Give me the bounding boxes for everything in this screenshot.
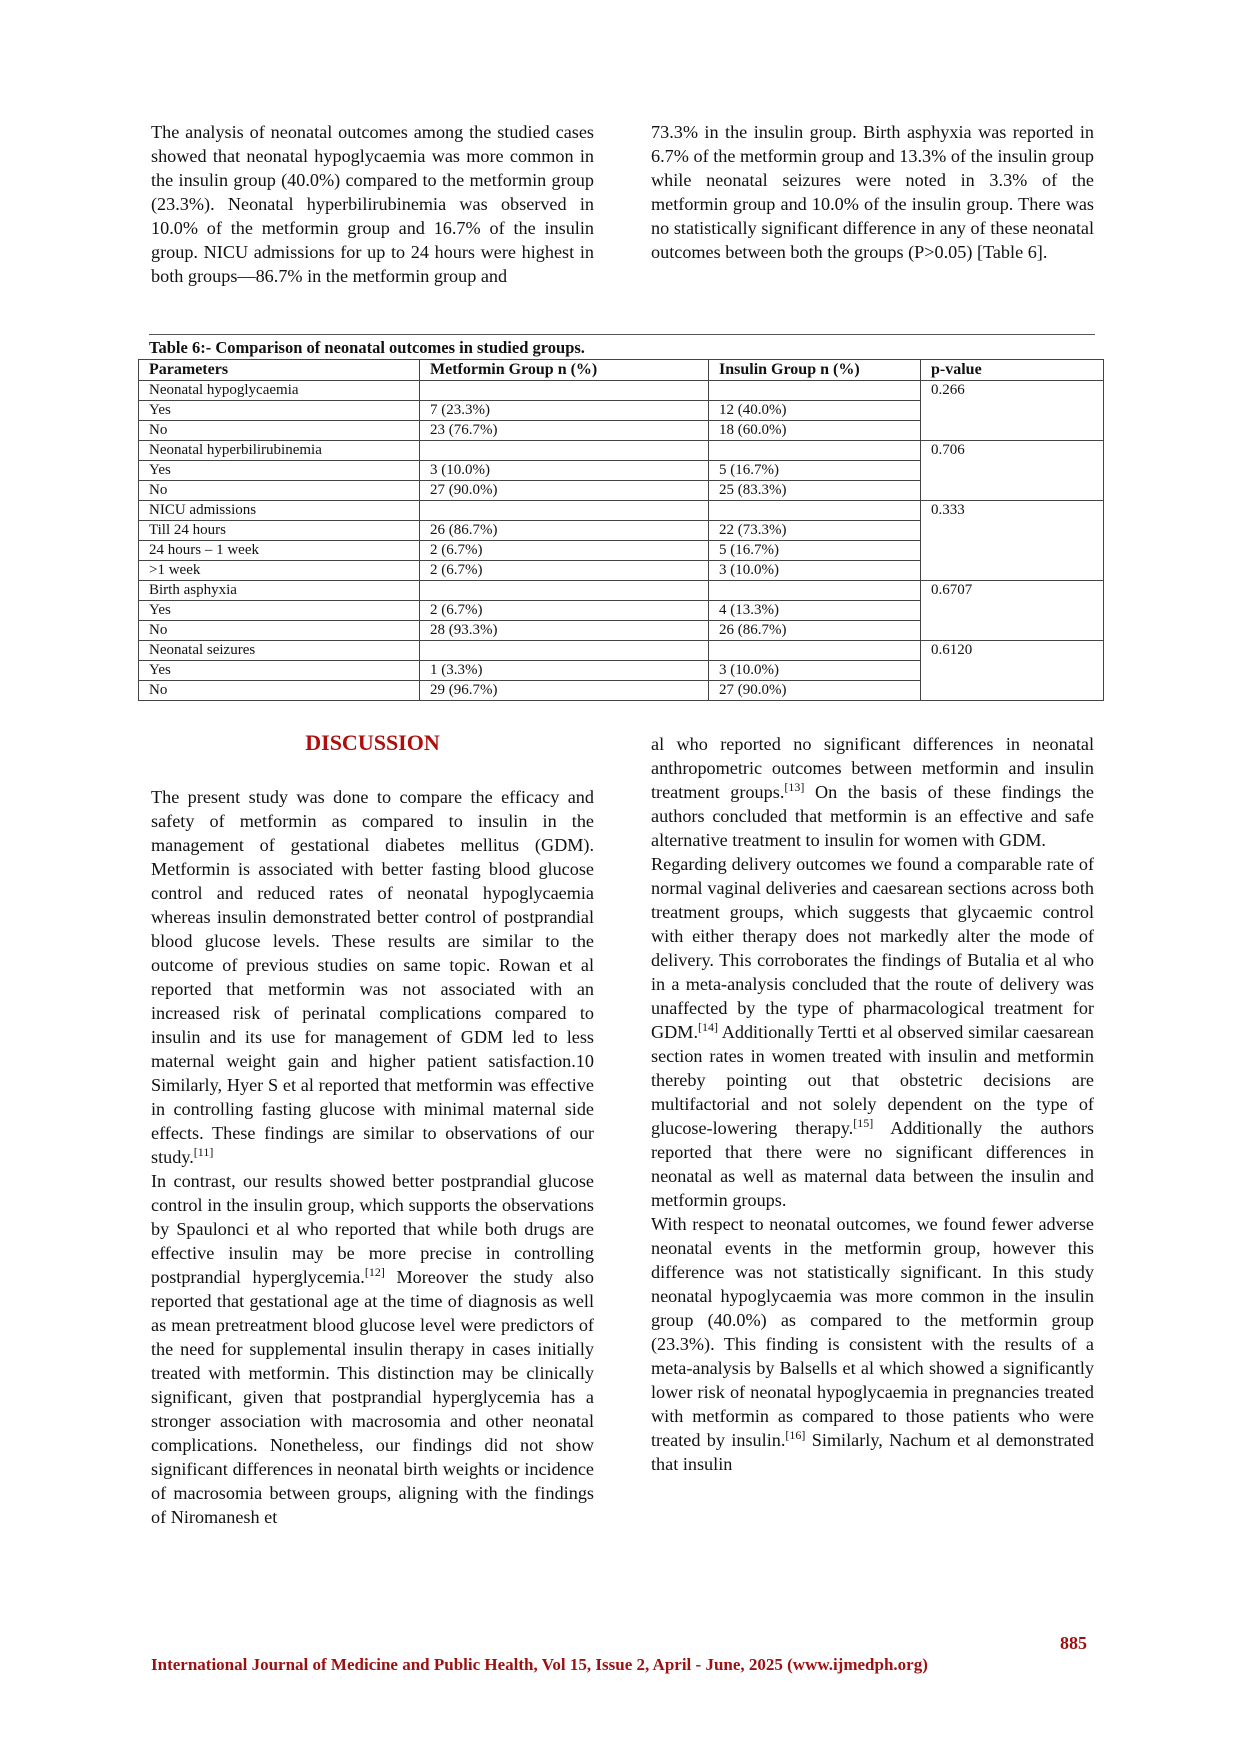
results-text-left: [151, 120, 594, 288]
metformin-cell: 7 (23.3%): [420, 401, 709, 421]
paragraph: [151, 1169, 594, 1529]
insulin-cell: [709, 441, 921, 461]
paragraph-text-continued: Additionally the authors reported that there were no significant differences in neonatal as well as maternal data between the insulin and metformin groups.: [651, 1118, 1094, 1210]
paragraph: [151, 785, 594, 1169]
table-header-row: [139, 360, 1104, 381]
insulin-cell: [709, 581, 921, 601]
insulin-cell: 3 (10.0%): [709, 661, 921, 681]
header-parameters: Parameters: [139, 360, 420, 381]
paragraph: [651, 1212, 1094, 1476]
insulin-cell: [709, 381, 921, 401]
parameter-label: No: [139, 621, 420, 641]
table-group-row: [139, 581, 1104, 601]
insulin-cell: 12 (40.0%): [709, 401, 921, 421]
parameter-group-label: NICU admissions: [139, 501, 420, 521]
paragraph-text: In contrast, our results showed better postprandial glucose control in the insulin group, which supports the observations by Spaulonci et al who reported that while both drugs are effective insulin may be more precise in controlling postprandial hyperglycemia.: [151, 1171, 594, 1287]
citation-reference: [13]: [784, 779, 805, 794]
parameter-label: Till 24 hours: [139, 521, 420, 541]
metformin-cell: 29 (96.7%): [420, 681, 709, 701]
metformin-cell: [420, 641, 709, 661]
paragraph-text: With respect to neonatal outcomes, we found fewer adverse neonatal events in the metformin group, however this difference was not statistically significant. In this study neonatal hypoglycaemia was more common in the insulin group (40.0%) as compared to the metformin group (23.3%). This finding is consistent with the results of a meta-analysis by Balsells et al which showed a significantly lower risk of neonatal hypoglycaemia in pregnancies treated with metformin as compared to those patients who were treated by insulin.: [651, 1214, 1094, 1450]
parameter-group-label: Birth asphyxia: [139, 581, 420, 601]
table-caption: Table 6:- Comparison of neonatal outcomes in studied groups.: [149, 338, 585, 357]
table-group-row: [139, 441, 1104, 461]
metformin-cell: 2 (6.7%): [420, 561, 709, 581]
insulin-cell: 18 (60.0%): [709, 421, 921, 441]
discussion-text-left: [151, 785, 594, 1529]
metformin-cell: 1 (3.3%): [420, 661, 709, 681]
insulin-cell: 4 (13.3%): [709, 601, 921, 621]
metformin-cell: 3 (10.0%): [420, 461, 709, 481]
insulin-cell: [709, 501, 921, 521]
paragraph: [651, 732, 1094, 852]
citation-reference: [15]: [853, 1115, 874, 1130]
journal-footer: International Journal of Medicine and Public Health, Vol 15, Issue 2, April - June, 2025 (www.ijmedph.org): [151, 1655, 928, 1674]
parameter-label: Yes: [139, 401, 420, 421]
insulin-cell: 3 (10.0%): [709, 561, 921, 581]
insulin-cell: 27 (90.0%): [709, 681, 921, 701]
table-group-row: [139, 381, 1104, 401]
paragraph-text: Regarding delivery outcomes we found a comparable rate of normal vaginal deliveries and caesarean sections across both treatment groups, which suggests that glycaemic control with either therapy does not markedly alter the mode of delivery. This corroborates the findings of Butalia et al who in a meta-analysis concluded that the route of delivery was unaffected by the type of pharmacological treatment for GDM.: [651, 854, 1094, 1042]
p-value-cell: 0.6707: [921, 581, 1104, 641]
insulin-cell: 26 (86.7%): [709, 621, 921, 641]
insulin-cell: 5 (16.7%): [709, 541, 921, 561]
paragraph-text-continued: Similarly, Nachum et al demonstrated that insulin: [651, 1430, 1094, 1474]
paragraph-text-continued: Moreover the study also reported that gestational age at the time of diagnosis as well as mean pretreatment blood glucose level were predictors of the need for supplemental insulin therapy in cases initially treated with metformin. This distinction may be clinically significant, given that postprandial hyperglycemia has a stronger association with macrosomia and other neonatal complications. Nonetheless, our findings did not show significant differences in neonatal birth weights or incidence of macrosomia between groups, aligning with the findings of Niromanesh et: [151, 1267, 594, 1527]
parameter-label: No: [139, 681, 420, 701]
parameter-group-label: Neonatal hypoglycaemia: [139, 381, 420, 401]
p-value-cell: 0.706: [921, 441, 1104, 501]
paragraph-text: al who reported no significant differences in neonatal anthropometric outcomes between metformin and insulin treatment groups.: [651, 734, 1094, 802]
metformin-cell: 26 (86.7%): [420, 521, 709, 541]
metformin-cell: 28 (93.3%): [420, 621, 709, 641]
header-insulin: Insulin Group n (%): [709, 360, 921, 381]
header-p-value: p-value: [921, 360, 1104, 381]
p-value-cell: 0.266: [921, 381, 1104, 441]
discussion-heading: DISCUSSION: [305, 730, 440, 755]
header-metformin: Metformin Group n (%): [420, 360, 709, 381]
results-text-right: [651, 120, 1094, 264]
insulin-cell: 22 (73.3%): [709, 521, 921, 541]
paragraph-text-continued: On the basis of these findings the authors concluded that metformin is an effective and safe alternative treatment to insulin for women with GDM.: [651, 782, 1094, 850]
citation-reference: [16]: [785, 1427, 806, 1442]
parameter-label: No: [139, 481, 420, 501]
table-group-row: [139, 501, 1104, 521]
metformin-cell: 2 (6.7%): [420, 541, 709, 561]
metformin-cell: [420, 501, 709, 521]
neonatal-outcomes-table: [138, 359, 1104, 701]
parameter-label: >1 week: [139, 561, 420, 581]
parameter-label: Yes: [139, 461, 420, 481]
section-divider: [149, 334, 1095, 335]
paragraph-text: The present study was done to compare the efficacy and safety of metformin as compared to insulin in the management of gestational diabetes mellitus (GDM). Metformin is associated with better fasting blood glucose control and reduced rates of neonatal hypoglycaemia whereas insulin demonstrated better control of postprandial blood glucose levels. These results are similar to the outcome of previous studies on same topic. Rowan et al reported that metformin was not associated with an increased risk of perinatal complications compared to insulin and its use for management of GDM led to less maternal weight gain and higher patient satisfaction.10 Similarly, Hyer S et al reported that metformin was effective in controlling fasting glucose with minimal maternal side effects. These findings are similar to observations of our study.: [151, 787, 594, 1167]
metformin-cell: 27 (90.0%): [420, 481, 709, 501]
parameter-label: No: [139, 421, 420, 441]
paragraph: [651, 852, 1094, 1212]
discussion-text-right: [651, 732, 1094, 1476]
metformin-cell: [420, 441, 709, 461]
insulin-cell: 25 (83.3%): [709, 481, 921, 501]
metformin-cell: 2 (6.7%): [420, 601, 709, 621]
page-number: 885: [1060, 1633, 1087, 1653]
parameter-label: Yes: [139, 601, 420, 621]
paragraph: 73.3% in the insulin group. Birth asphyxia was reported in 6.7% of the metformin group and 13.3% of the insulin group while neonatal seizures were noted in 3.3% of the metformin group and 10.0% of the insulin group. There was no statistically significant difference in any of these neonatal outcomes between both the groups (P>0.05) [Table 6].: [651, 122, 1094, 262]
p-value-cell: 0.333: [921, 501, 1104, 581]
metformin-cell: [420, 581, 709, 601]
citation-reference: [11]: [193, 1144, 214, 1159]
insulin-cell: [709, 641, 921, 661]
metformin-cell: 23 (76.7%): [420, 421, 709, 441]
table-group-row: [139, 641, 1104, 661]
metformin-cell: [420, 381, 709, 401]
paragraph: The analysis of neonatal outcomes among the studied cases showed that neonatal hypoglycaemia was more common in the insulin group (40.0%) compared to the metformin group (23.3%). Neonatal hyperbilirubinemia was observed in 10.0% of the metformin group and 16.7% of the insulin group. NICU admissions for up to 24 hours were highest in both groups—86.7% in the metformin group and: [151, 122, 594, 286]
parameter-label: Yes: [139, 661, 420, 681]
parameter-group-label: Neonatal seizures: [139, 641, 420, 661]
parameter-group-label: Neonatal hyperbilirubinemia: [139, 441, 420, 461]
parameter-label: 24 hours – 1 week: [139, 541, 420, 561]
citation-reference: [14]: [698, 1019, 718, 1034]
p-value-cell: 0.6120: [921, 641, 1104, 701]
citation-reference: [12]: [364, 1264, 385, 1279]
paragraph-text-continued: Additionally Tertti et al observed similar caesarean section rates in women treated with insulin and metformin thereby pointing out that obstetric decisions are multifactorial and not solely dependent on the type of glucose-lowering therapy.: [651, 1022, 1094, 1138]
insulin-cell: 5 (16.7%): [709, 461, 921, 481]
